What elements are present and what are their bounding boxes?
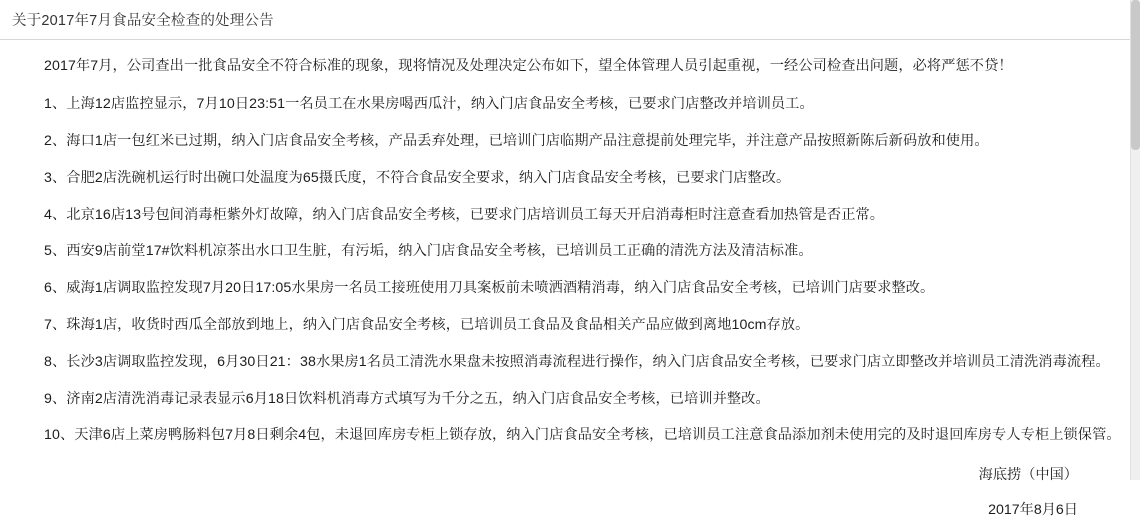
list-item: 5、西安9店前堂17#饮料机凉茶出水口卫生脏，有污垢，纳入门店食品安全考核，已培训员工正确的清洗方法及清洁标准。 xyxy=(44,243,813,260)
list-item: 6、威海1店调取监控发现7月20日17:05水果房一名员工接班使用刀具案板前未喷洒酒精消毒，纳入门店食品安全考核，已培训门店要求整改。 xyxy=(44,280,935,297)
list-item: 1、上海12店监控显示，7月10日23:51一名员工在水果房喝西瓜汁，纳入门店食品安全考核，已要求门店整改并培训员工。 xyxy=(44,96,814,113)
signature-date: 2017年8月6日 xyxy=(988,502,1078,519)
list-item: 8、长沙3店调取监控发现，6月30日21：38水果房1名员工清洗水果盘未按照消毒流程进行操作，纳入门店食品安全考核，已要求门店立即整改并培训员工清洗消毒流程。 xyxy=(44,353,1110,370)
list-item: 7、珠海1店，收货时西瓜全部放到地上，纳入门店食品安全考核，已培训员工食品及食品相关产品应做到离地10cm存放。 xyxy=(44,317,810,334)
signature-company: 海底捞（中国） xyxy=(978,466,1078,483)
page-title: 关于2017年7月食品安全检查的处理公告 xyxy=(12,13,274,29)
list-item: 3、合肥2店洗碗机运行时出碗口处温度为65摄氏度，不符合食品安全要求，纳入门店食品安全考核，已要求门店整改。 xyxy=(44,169,791,186)
list-item: 4、北京16店13号包间消毒柜紫外灯故障，纳入门店食品安全考核，已要求门店培训员工每天开启消毒柜时注意查看加热管是否正常。 xyxy=(44,206,885,223)
scrollbar-track[interactable] xyxy=(1130,0,1140,480)
scrollbar-thumb[interactable] xyxy=(1131,0,1140,150)
document-body xyxy=(0,40,1140,521)
intro-paragraph: 2017年7月，公司查出一批食品安全不符合标准的现象，现将情况及处理决定公布如下，望全体管理人员引起重视，一经公司检查出问题，必将严惩不贷！ xyxy=(44,58,1013,74)
list-item: 10、天津6店上菜房鸭肠料包7月8日剩余4包，未退回库房专柜上锁存放，纳入门店食品安全考核，已培训员工注意食品添加剂未使用完的及时退回库房专人专柜上锁保管。 xyxy=(44,427,1121,444)
signature-block xyxy=(44,465,1112,521)
list-item: 9、济南2店清洗消毒记录表显示6月18日饮料机消毒方式填写为千分之五，纳入门店食品安全考核，已培训并整改。 xyxy=(44,390,770,407)
list-item: 2、海口1店一包红米已过期，纳入门店食品安全考核，产品丢弃处理，已培训门店临期产品注意提前处理完毕，并注意产品按照新陈后新码放和使用。 xyxy=(44,133,989,150)
